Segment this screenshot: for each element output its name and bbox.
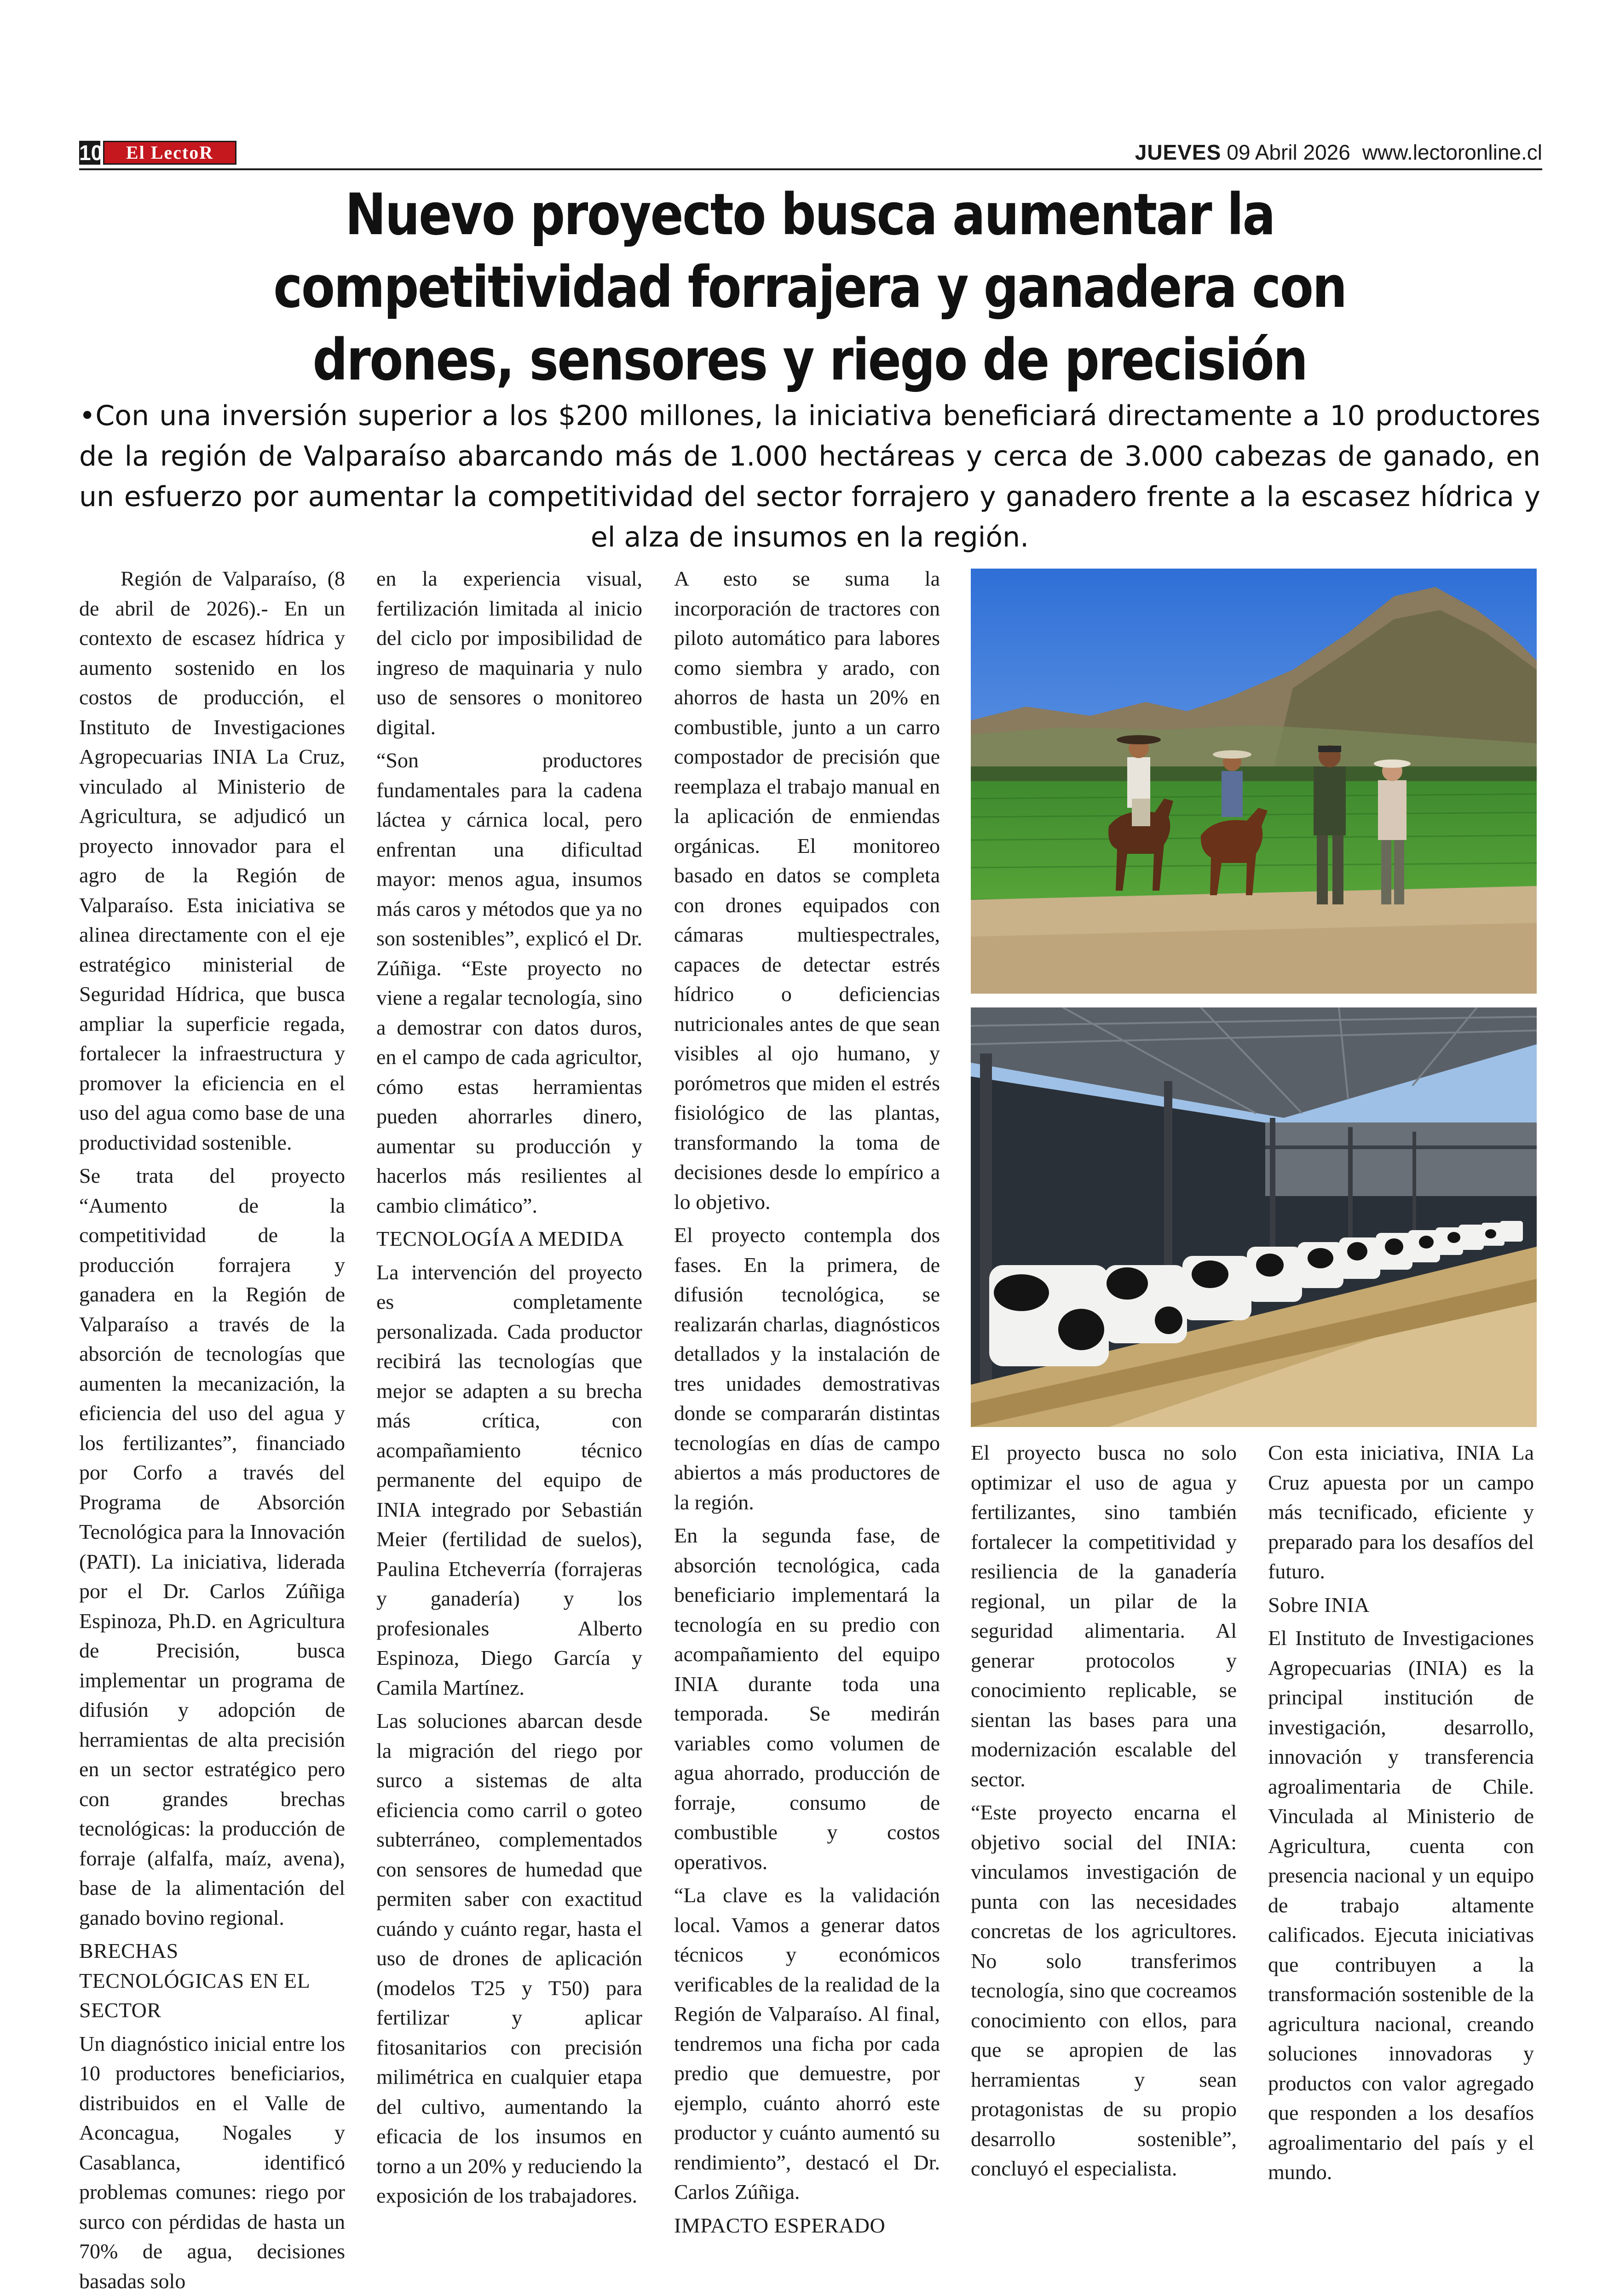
dateline [1135, 140, 1542, 165]
paragraph: Región de Valparaíso, (8 de abril de 2026).- En un contexto de escasez hídrica y aumento sostenido en los costos de producción, el Instituto de Investigaciones Agropecuarias INIA La Cruz, vinculado al Ministerio de Agricultura, se adjudicó un proyecto innovador para el agro de la Región de Valparaíso. Esta iniciativa se alinea directamente con el eje estratégico ministerial de Seguridad Hídrica, que busca ampliar la superficie regada, fortalecer la infraestructura y promover la eficiencia en el uso del agua como base de una productividad sostenible. [79, 564, 345, 1157]
paragraph: El proyecto busca no solo optimizar el uso de agua y fertilizantes, sino también fortalecer la competitividad y resiliencia de la ganadería regional, un pilar de la seguridad alimentaria. Al generar protocolos y conocimiento replicable, se sientan las bases para una modernización escalable del sector. [971, 1438, 1237, 1794]
paragraph: El Instituto de Investigaciones Agropecuarias (INIA) es la principal institución de investigación, desarrollo, innovación y transferencia agroalimentaria de Chile. Vinculada al Ministerio de Agricultura, cuenta con presencia nacional y un equipo de trabajo altamente calificados. Ejecuta iniciativas que contribuyen a la transformación sostenible de la agricultura nacional, creando soluciones innovadoras y productos con valor agregado que responden a los desafíos agroalimentario del país y el mundo. [1268, 1623, 1534, 2187]
paragraph: La intervención del proyecto es completamente personalizada. Cada productor recibirá las tecnologías que mejor se adapten a su brecha más crítica, con acompañamiento técnico permanente del equipo de INIA integrado por Sebastián Meier (fertilidad de suelos), Paulina Etcheverría (forrajeras y ganadería) y los profesionales Alberto Espinoza, Diego García y Camila Martínez. [376, 1258, 642, 1703]
headline: Nuevo proyecto busca aumentar la competitividad forrajera y ganadera con drones, sensores y riego de precisión [204, 178, 1415, 397]
article-column-3 [674, 564, 940, 2240]
date: 09 Abril 2026 [1227, 140, 1350, 164]
paragraph: “Son productores fundamentales para la cadena láctea y cárnica local, pero enfrentan una dificultad mayor: menos agua, insumos más caros y métodos que ya no son sostenibles”, explicó el Dr. Zúñiga. “Este proyecto no viene a regalar tecnología, sino a demostrar con datos duros, en el campo de cada agricultor, cómo estas herramientas pueden ahorrarles dinero, aumentar su producción y hacerlos más resilientes al cambio climático”. [376, 746, 642, 1220]
photo-field-horses [971, 569, 1537, 994]
subheading: IMPACTO ESPERADO [674, 2211, 940, 2241]
header-rule [79, 168, 1542, 170]
paragraph: En la segunda fase, de absorción tecnológica, cada beneficiario implementará la tecnología en su predio con acompañamiento del equipo INIA durante toda una temporada. Se medirán variables como volumen de agua ahorrado, producción de forraje, consumo de combustible y costos operativos. [674, 1521, 940, 1877]
subheading: BRECHAS TECNOLÓGICAS EN EL SECTOR [79, 1936, 345, 2026]
subheading: TECNOLOGÍA A MEDIDA [376, 1224, 642, 1254]
paragraph: Las soluciones abarcan desde la migración del riego por surco a sistemas de alta eficiencia como carril o goteo subterráneo, complementados con sensores de humedad que permiten saber con exactitud cuándo y cuánto regar, hasta el uso de drones de aplicación (modelos T25 y T50) para fertilizar y aplicar fitosanitarios con precisión milimétrica en cualquier etapa del cultivo, aumentando la eficacia de los insumos en torno a un 20% y reduciendo la exposición de los trabajadores. [376, 1706, 642, 2211]
paragraph: “La clave es la validación local. Vamos a generar datos técnicos y económicos verificables de la realidad de la Región de Valparaíso. Al final, tendremos una ficha por cada predio que demuestre, por ejemplo, cuánto ahorró este productor y cuánto aumentó su rendimiento”, destacó el Dr. Carlos Zúñiga. [674, 1881, 940, 2207]
article-column-5 [1268, 1438, 1534, 2187]
paragraph: “Este proyecto encarna el objetivo social del INIA: vinculamos investigación de punta con las necesidades concretas de los agricultores. No solo transferimos tecnología, sino que cocreamos conocimiento con ellos, para que se apropien de las herramientas y sean protagonistas de su propio desarrollo sostenible”, concluyó el especialista. [971, 1798, 1237, 2184]
paragraph: Un diagnóstico inicial entre los 10 productores beneficiarios, distribuidos en el Valle de Aconcagua, Nogales y Casablanca, identificó problemas comunes: riego por surco con pérdidas de hasta un 70% de agua, decisiones basadas solo [79, 2029, 345, 2296]
paragraph: A esto se suma la incorporación de tractores con piloto automático para labores como siembra y arado, con ahorros de hasta un 20% en combustible, junto a un carro compostador de precisión que reemplaza el trabajo manual en la aplicación de enmiendas orgánicas. El monitoreo basado en datos se completa con drones equipados con cámaras multiespectrales, capaces de detectar estrés hídrico o deficiencias nutricionales antes de que sean visibles al ojo humano, y porómetros que miden el estrés fisiológico de las plantas, transformando la toma de decisiones desde lo empírico a lo objetivo. [674, 564, 940, 1217]
paragraph: Con esta iniciativa, INIA La Cruz apuesta por un campo más tecnificado, eficiente y preparado para los desafíos del futuro. [1268, 1438, 1534, 1587]
dairy-cows-illustration [971, 1007, 1537, 1427]
page-header [79, 138, 1542, 167]
field-horses-illustration [971, 569, 1537, 994]
page-number: 10 [79, 141, 100, 165]
newspaper-logo: El LectoR [103, 141, 236, 165]
article-column-4 [971, 1438, 1237, 2184]
article-column-1 [79, 564, 345, 2296]
summary-lead: •Con una inversión superior a los $200 millones, la iniciativa beneficiará directamente a 10 productores de la región de Valparaíso abarcando más de 1.000 hectáreas y cerca de 3.000 cabezas de ganado, en un esfuerzo por aumentar la competitividad del sector forrajero y ganadero frente a la escasez hídrica y el alza de insumos en la región. [79, 396, 1540, 558]
photo-dairy-cows [971, 1007, 1537, 1427]
weekday: JUEVES [1135, 140, 1222, 164]
paragraph: en la experiencia visual, fertilización limitada al inicio del ciclo por imposibilidad de ingreso de maquinaria y nulo uso de sensores o monitoreo digital. [376, 564, 642, 742]
subheading: Sobre INIA [1268, 1590, 1534, 1620]
article-column-2 [376, 564, 642, 2211]
paragraph: Se trata del proyecto “Aumento de la competitividad de la producción forrajera y ganadera en la Región de Valparaíso a través de la absorción de tecnologías que aumenten la mecanización, la eficiencia del uso del agua y los fertilizantes”, financiado por Corfo a través del Programa de Absorción Tecnológica para la Innovación (PATI). La iniciativa, liderada por el Dr. Carlos Zúñiga Espinoza, Ph.D. en Agricultura de Precisión, busca implementar un programa de difusión y adopción de herramientas de alta precisión en un sector estratégico pero con grandes brechas tecnológicas: la producción de forraje (alfalfa, maíz, avena), base de la alimentación del ganado bovino regional. [79, 1161, 345, 1933]
website: www.lectoronline.cl [1362, 140, 1542, 164]
paragraph: El proyecto contempla dos fases. En la primera, de difusión tecnológica, se realizarán charlas, diagnósticos detallados y la instalación de tres unidades demostrativas donde se compararán distintas tecnologías en días de campo abiertos a más productores de la región. [674, 1220, 940, 1517]
